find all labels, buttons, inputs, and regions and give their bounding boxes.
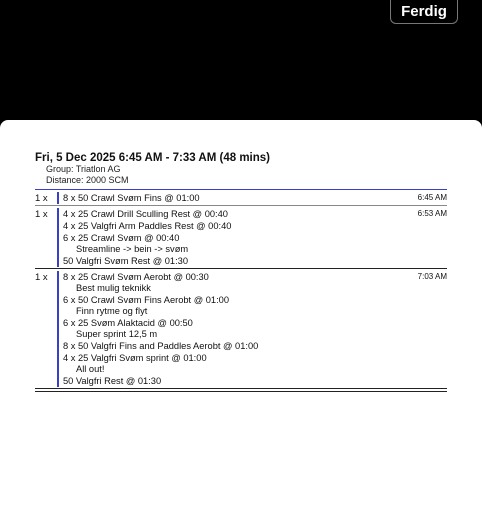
workout-sheet xyxy=(0,120,482,512)
top-bar xyxy=(0,0,482,120)
set-bracket-bar xyxy=(57,208,59,267)
set-bracket-bar xyxy=(57,271,59,387)
set-item-note: Best mulig teknikk xyxy=(76,283,151,293)
set-start-time: 6:53 AM xyxy=(417,209,447,218)
workout-group: Group: Triatlon AG xyxy=(46,164,121,174)
set-item: 8 x 50 Crawl Svøm Fins @ 01:00 xyxy=(63,193,200,203)
set-start-time: 7:03 AM xyxy=(417,272,447,281)
set-item-note: All out! xyxy=(76,364,105,374)
set-item: 4 x 25 Valgfri Svøm sprint @ 01:00 xyxy=(63,353,207,363)
set-items xyxy=(63,190,447,205)
workout-title: Fri, 5 Dec 2025 6:45 AM - 7:33 AM (48 mins) xyxy=(35,152,270,164)
done-button[interactable]: Ferdig xyxy=(390,0,458,24)
set-item-note: Streamline -> bein -> svøm xyxy=(76,244,189,254)
set-start-time: 6:45 AM xyxy=(417,193,447,202)
workout-table xyxy=(35,189,447,392)
set-item-note: Finn rytme og flyt xyxy=(76,306,148,316)
set-repeat-count: 1 x xyxy=(35,193,48,204)
set-repeat-count: 1 x xyxy=(35,209,48,220)
set-item: 50 Valgfri Rest @ 01:30 xyxy=(63,376,162,386)
workout-distance: Distance: 2000 SCM xyxy=(46,175,129,185)
set-item: 6 x 25 Svøm Alaktacid @ 00:50 xyxy=(63,318,193,328)
set-item: 8 x 25 Crawl Svøm Aerobt @ 00:30 xyxy=(63,272,209,282)
bottom-divider xyxy=(35,391,447,392)
set-item: 6 x 50 Crawl Svøm Fins Aerobt @ 01:00 xyxy=(63,295,230,305)
set-block xyxy=(35,269,447,389)
set-bracket-bar xyxy=(57,192,59,204)
set-item: 50 Valgfri Svøm Rest @ 01:30 xyxy=(63,256,189,266)
workout-blocks xyxy=(35,190,447,389)
set-item: 4 x 25 Crawl Drill Sculling Rest @ 00:40 xyxy=(63,209,228,219)
set-block xyxy=(35,190,447,206)
workout-header xyxy=(35,152,270,186)
set-item: 8 x 50 Valgfri Fins and Paddles Aerobt @ 01:00 xyxy=(63,341,259,351)
set-block xyxy=(35,206,447,269)
set-item-note: Super sprint 12,5 m xyxy=(76,329,158,339)
set-items xyxy=(63,206,447,268)
set-repeat-count: 1 x xyxy=(35,272,48,283)
set-items xyxy=(63,269,447,388)
set-item: 6 x 25 Crawl Svøm @ 00:40 xyxy=(63,233,180,243)
set-item: 4 x 25 Valgfri Arm Paddles Rest @ 00:40 xyxy=(63,221,232,231)
